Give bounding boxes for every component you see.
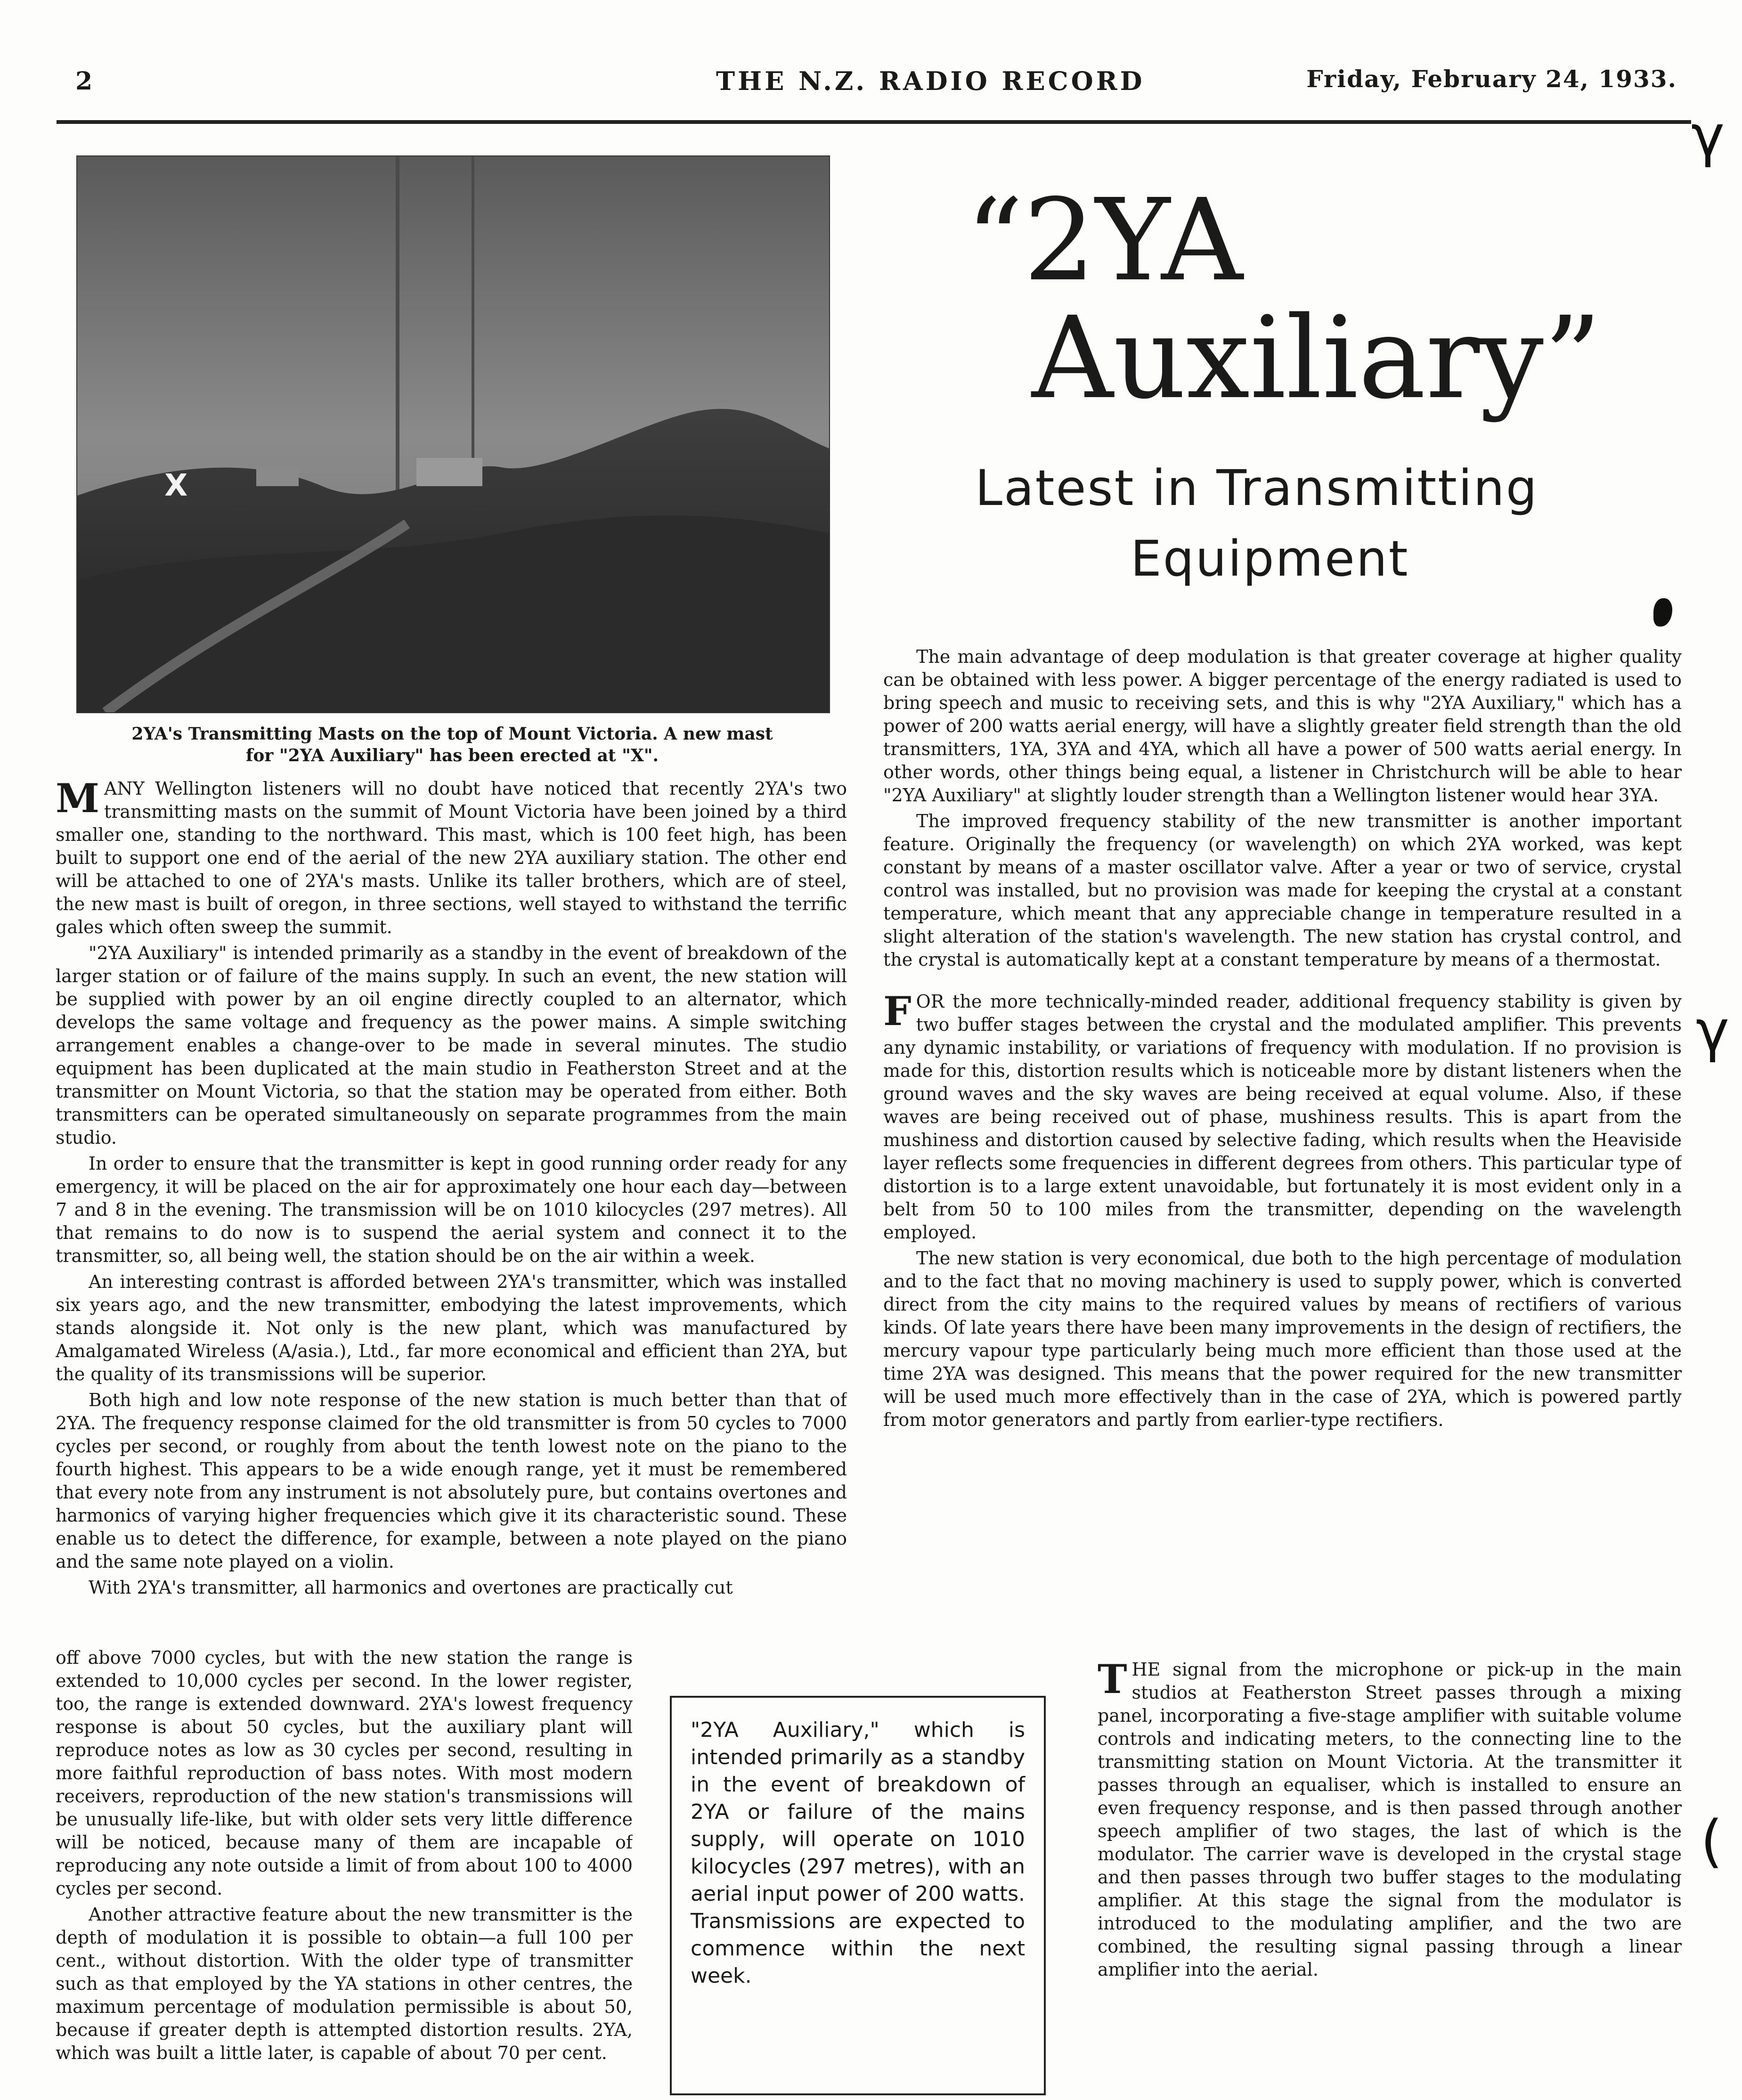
subheadline-line-1: Latest in Transmitting (975, 459, 1538, 517)
article-paragraph: THE signal from the microphone or pick-up in the main studios at Featherston Street passes through a mixing panel, incorporating a five-stage amplifier with suitable volume controls and indicating meters, to the connecting line to the transmitting station on Mount Victoria. At the transmitter it passes through an equaliser, which is installed to ensure an even frequency response, and is then passed through another speech amplifier of two stages, the last of which is the modulator. The carrier wave is developed in the crystal stage and then passes through two buffer stages to the modulating amplifier. At this stage the signal from the modulator is introduced to the modulating amplifier, and the two are combined, the resulting signal passing through a linear amplifier into the aerial. (1098, 1658, 1682, 1980)
caption-line-2: for "2YA Auxiliary" has been erected at "X". (245, 746, 659, 765)
article-paragraph: With 2YA's transmitter, all harmonics and overtones are practically cut (89, 1577, 733, 1598)
article-paragraph: Both high and low note response of the new station is much better than that of 2YA. The frequency response claimed for the old transmitter is from 50 cycles to 7000 cycles per second, or roughly from about the tenth lowest note on the piano to the fourth highest. This appears to be a wide enough range, yet it must be remembered that every note from any instrument is not absolutely pure, but contains overtones and harmonics of varying higher frequencies which give it its characteristic sound. These enable us to detect the difference, for example, between a note played on the piano and the same note played on a violin. (56, 1390, 847, 1572)
article-paragraph: Another attractive feature about the new transmitter is the depth of modulation it is possible to obtain—a full 100 per cent., without distortion. With the older type of transmitter such as that employed by the YA stations in other centres, the maximum percentage of modulation permissible is about 50, because if greater depth is attempted distortion results. 2YA, which was built a little later, is capable of about 70 per cent. (56, 1904, 633, 2063)
drop-cap: F (883, 988, 912, 1034)
subheadline-line-2: Equipment (1131, 530, 1409, 587)
article-paragraph: An interesting contrast is afforded between 2YA's transmitter, which was installed six years ago, and the new transmitter, embodying the latest improvements, which stands alongside it. Not only is the new plant, which was manufactured by Amalgamated Wireless (A/asia.), Ltd., far more economical and efficient than 2YA, but the quality of its transmissions will be superior. (56, 1271, 847, 1384)
photo-marker-x (164, 468, 187, 503)
ink-blot-icon (1653, 598, 1672, 627)
headline-line-2: Auxiliary” (1032, 292, 1602, 424)
article-paragraph: "2YA Auxiliary" is intended primarily as a standby in the event of breakdown of the larger station or of failure of the mains supply. In such an event, the new station will be supplied with power by an oil engine directly coupled to an alternator, which develops the same voltage and frequency as the power mains. A simple switching arrangement enables a change-over to be made in several minutes. The studio equipment has been duplicated at the main studio in Featherston Street and at the transmitter on Mount Victoria, so that the station may be operated from either. Both transmitters can be operated simultaneously on separate programmes from the main studio. (56, 943, 847, 1148)
article-paragraph: MANY Wellington listeners will no doubt have noticed that recently 2YA's two transmitting masts on the summit of Mount Victoria have been joined by a third smaller one, standing to the northward. This mast, which is 100 feet high, has been built to support one end of the aerial of the new 2YA auxiliary station. The other end will be attached to one of 2YA's masts. Unlike its taller brothers, which are of steel, the new mast is built of oregon, in three sections, well stayed to withstand the terrific gales which often sweep the summit. (56, 777, 847, 937)
headline-line-1: “2YA (966, 174, 1243, 306)
drop-cap: T (1098, 1658, 1127, 1702)
photo-transmitting-masts (76, 155, 830, 713)
publication-title: THE N.Z. RADIO RECORD (716, 66, 1145, 96)
photo-marker-label: X (164, 468, 188, 503)
margin-mark-icon: γ (1696, 999, 1730, 1064)
article-right-column (883, 645, 1682, 1665)
article-right-bottom (1098, 1658, 1682, 2092)
header-rule (57, 120, 1691, 124)
pull-quote-box (670, 1696, 1046, 2095)
margin-mark-icon: ( (1701, 1809, 1723, 1874)
article-paragraph: The main advantage of deep modulation is that greater coverage at higher quality can be obtained with less power. A bigger percentage of the energy radiated is used to bring speech and music to receiving sets, and this is why "2YA Auxiliary," which has a power of 200 watts aerial energy, will have a slightly greater field strength than the old transmitters, 1YA, 3YA and 4YA, which all have a power of 500 watts aerial energy. In other words, other things being equal, a listener in Christchurch will be able to hear "2YA Auxiliary" at slightly louder strength than a Wellington listener would hear 3YA. (883, 646, 1682, 806)
drop-cap: M (56, 777, 99, 822)
pull-quote-text: "2YA Auxiliary," which is intended primarily as a standby in the event of breakdown of 2YA or failure of the mains supply, will operate on 1010 kilocycles (297 metres), with an aerial input power of 200 watts. Transmissions are expected to commence within the next week. (691, 1718, 1025, 1988)
margin-mark-icon: γ (1691, 104, 1725, 169)
caption-line-1: 2YA's Transmitting Masts on the top of Mount Victoria. A new mast (131, 724, 773, 744)
photo-caption (76, 723, 828, 766)
article-paragraph: off above 7000 cycles, but with the new station the range is extended to 10,000 cycles per second. In the lower register, too, the range is extended downward. 2YA's lowest frequency response is about 50 cycles, but the auxiliary plant will reproduce notes as low as 30 cycles per second, resulting in more faithful reproduction of bass notes. With most modern receivers, reproduction of the new station's transmissions will be unusually life-like, but with older sets very little difference will be noticed, because many of them are incapable of reproducing any note outside a limit of from about 100 to 4000 cycles per second. (56, 1647, 633, 1899)
article-left-column (56, 777, 847, 1639)
article-paragraph: The new station is very economical, due both to the high percentage of modulation and to the fact that no moving machinery is used to supply power, which is converted direct from the city mains to the required values by means of rectifiers of various kinds. Of late years there have been many improvements in the design of rectifiers, the mercury vapour type particularly being much more efficient than those used at the time 2YA was designed. This means that the power required for the new transmitter will be used much more effectively than in the case of 2YA, which is powered partly from motor generators and partly from earlier-type rectifiers. (883, 1248, 1682, 1430)
photo-illustration (77, 156, 829, 712)
issue-date: Friday, February 24, 1933. (1306, 65, 1677, 93)
page-header (57, 61, 1686, 99)
article-left-bottom (56, 1646, 633, 2092)
article-paragraph: In order to ensure that the transmitter is kept in good running order ready for any emergency, it will be placed on the air for approximately one hour each day—between 7 and 8 in the evening. The transmission will be on 1010 kilocycles (297 metres). All that remains to do now is to suspend the aerial system and connect it to the transmitter, so, all being well, the station should be on the air within a week. (56, 1153, 847, 1266)
article-paragraph: The improved frequency stability of the new transmitter is another important feature. Originally the frequency (or wavelength) on which 2YA worked, was kept constant by means of a master oscillator valve. After a year or two of service, crystal control was installed, but no provision was made for keeping the crystal at a constant temperature, which meant that any appreciable change in temperature resulted in a slight alteration of the station's wavelength. The new station has crystal control, and the crystal is automatically kept at a constant temperature by means of a thermostat. (883, 811, 1682, 970)
article-paragraph: FOR the more technically-minded reader, additional frequency stability is given by two buffer stages between the crystal and the modulated amplifier. This prevents any dynamic instability, or variations of frequency with modulation. If no provision is made for this, distortion results which is noticeable more by distant listeners when the ground waves and the sky waves are being received at equal volume. Also, if these waves are being received out of phase, mushiness results. This is apart from the mushiness and distortion caused by selective fading, which results when the Heaviside layer reflects some frequencies in different degrees from others. This particular type of distortion is to a large extent unavoidable, but fortunately it is most evident only in a belt from 50 to 100 miles from the transmitter, depending on the wavelength employed. (883, 988, 1682, 1243)
page-number: 2 (75, 67, 94, 96)
